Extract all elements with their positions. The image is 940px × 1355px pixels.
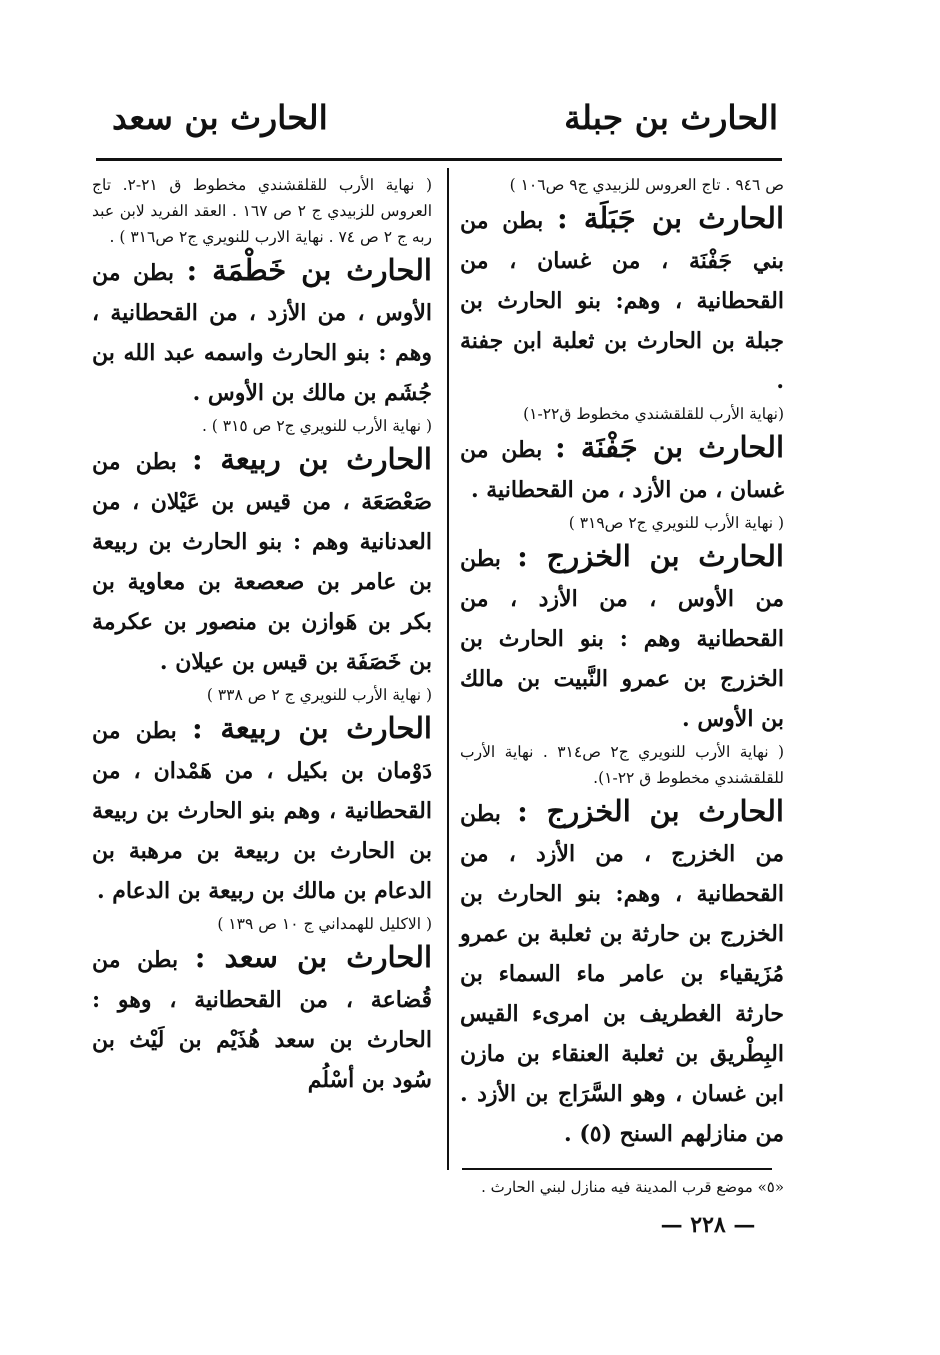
dictionary-entry: [460, 791, 784, 1154]
source-reference: ص ٩٤٦ . تاج العروس للزبيدي ج٩ ص١٠٦ ): [509, 176, 784, 194]
dictionary-entry: [92, 708, 432, 911]
dictionary-entry: [460, 536, 784, 739]
entry-headword: الحارث بن الخزرج :: [517, 539, 784, 573]
entry-text: بطن من الأوس ، من الأزد ، من القحطانية ، وهم : بنو الحارث واسمه عبد الله بن جُشَم بن مالك بن الأوس .: [92, 260, 432, 406]
entry-headword: الحارث بن خَطْمَة :: [186, 253, 432, 287]
entry-headword: الحارث بن ربيعة :: [191, 711, 432, 745]
entry-text: بطن من بني جَفْنَة ، من غسان ، من القحطانية ، وهم: بنو الحارث بن جبلة بن الحارث بن ثعلبة ابن جفنة .: [460, 208, 784, 394]
column-divider: [447, 168, 449, 1170]
source-reference: ( نهاية الأرب للقلقشندي مخطوط ق ٢١-٢. تاج العروس للزبيدي ج ٢ ص ١٦٧ . العقد الفريد لابن عبد ربه ج ٢ ص ٧٤ . نهاية الارب للنويري ج٢ ص٣١٦ ) .: [92, 176, 433, 246]
dictionary-entry: [460, 198, 784, 401]
source-reference: ( نهاية الأرب للنويري ج٢ ص٣١٩ ): [568, 514, 784, 532]
source-reference: ( نهاية الأرب للنويري ج ٢ ص ٣٣٨ ): [206, 686, 432, 704]
entry-text: بطن من قُضاعة ، من القحطانية ، وهو : الحارث بن سعد هُذَيْم بن لَيْث بن سُود بن أسْلُم: [92, 947, 432, 1093]
running-header-right: الحارث بن جبلة: [564, 98, 778, 137]
entry-text: بطن من الأوس ، من الأزد ، من القحطانية وهم : بنو الحارث بن الخزرج بن عمرو النَّبيت بن مالك بن الأوس .: [460, 546, 784, 732]
entry-text: بطن من دَوْمان بن بكيل ، من هَمْدان ، من القحطانية ، وهم بنو الحارث بن ربيعة بن الحارث بن ربيعة بن مرهبة بن الدعام بن مالك بن ربيعة بن الدعام .: [92, 718, 432, 904]
running-header-left: الحارث بن سعد: [112, 98, 328, 137]
dictionary-entry: [92, 937, 432, 1100]
dictionary-entry: [460, 427, 784, 510]
footnote: «٥» موضع قرب المدينة فيه منازل لبني الحارث .: [481, 1178, 784, 1196]
source-reference: ( الاكليل للهمداني ج ١٠ ص ١٣٩ ): [217, 915, 432, 933]
source-reference: ( نهاية الأرب للنويري ج٢ ص٣١٤ . نهاية الأرب للقلقشندي مخطوط ق ٢٢-١).: [460, 743, 784, 787]
entry-headword: الحارث بن ربيعة :: [191, 442, 432, 476]
dictionary-entry: [92, 250, 432, 413]
entry-headword: الحارث بن سعد :: [194, 940, 432, 974]
entry-text: بطن من غسان ، من الأزد ، من القحطانية .: [460, 437, 784, 503]
footnote-rule: [462, 1168, 772, 1170]
entry-headword: الحارث بن الخزرج :: [517, 794, 784, 828]
left-column: [92, 172, 432, 1100]
entry-headword: الحارث بن جَفْنَة :: [554, 430, 784, 464]
page-number: — ٢٢٨ —: [660, 1212, 756, 1238]
entry-text: بطن من صَعْصَعَة ، من قيس بن عَيْلان ، من العدنانية وهم : بنو الحارث بن ربيعة بن عامر بن صعصعة بن معاوية بن بكر بن هَوازن بن منصور بن عكرمة بن خَصَفَة بن قيس بن عيلان .: [92, 449, 432, 675]
dictionary-entry: [92, 439, 432, 682]
source-reference: ( نهاية الأرب للنويري ج٢ ص ٣١٥ ) .: [201, 417, 432, 435]
entry-text: بطن من الخزرج ، من الأزد ، من القحطانية ، وهم: بنو الحارث بن الخزرج بن حارثة بن ثعلبة بن عمرو مُزَيقياء بن عامر ماء السماء بن حارثة الغطريف بن امرىء القيس البِطْريق بن ثعلبة العنقاء بن مازن ابن غسان ، وهو السَّرَاج بن الأزد . من منازلهم السنح (٥) .: [460, 801, 784, 1147]
entry-headword: الحارث بن جَبَلَة :: [556, 201, 784, 235]
right-column: [460, 172, 784, 1154]
source-reference: (نهاية الأرب للقلقشندي مخطوط ق٢٢-١): [523, 405, 784, 423]
header-rule: [96, 158, 782, 161]
